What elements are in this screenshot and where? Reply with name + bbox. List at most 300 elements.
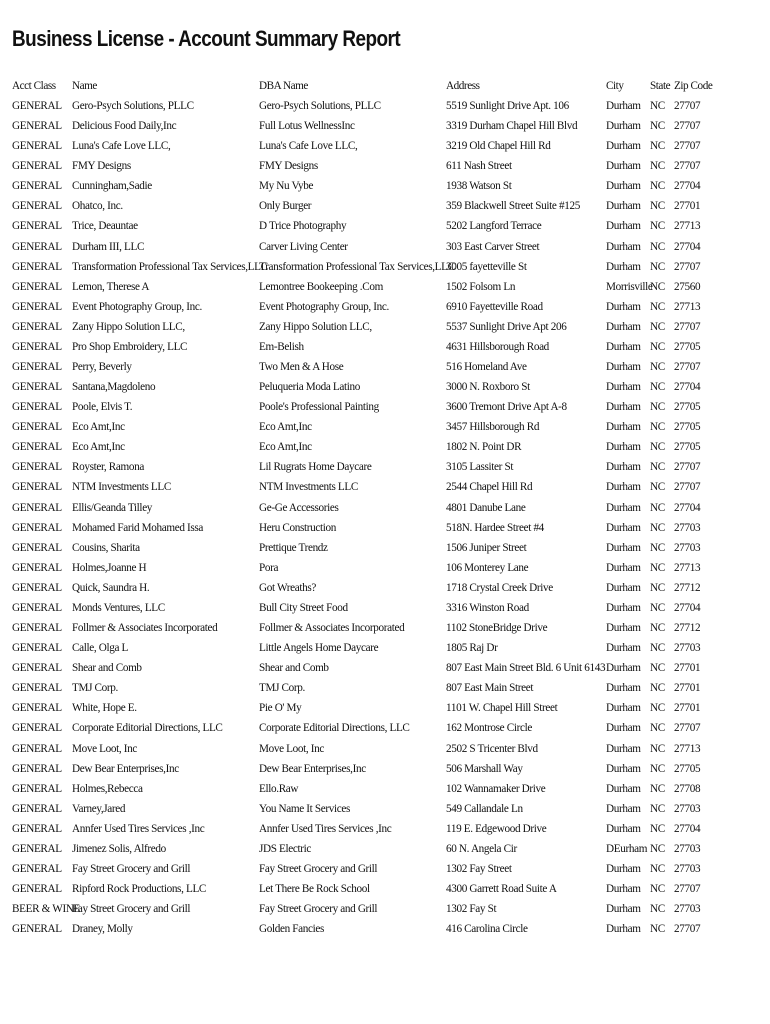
cell-city: Durham [606, 461, 641, 474]
table-row [0, 158, 770, 178]
cell-name: Follmer & Associates Incorporated [72, 622, 218, 635]
cell-city: Durham [606, 180, 641, 193]
cell-acct-class: GENERAL [12, 260, 62, 273]
cell-acct-class: GENERAL [12, 541, 62, 554]
table-row [0, 319, 770, 339]
cell-state: NC [650, 782, 665, 795]
cell-zip-code: 27703 [674, 862, 701, 875]
cell-acct-class: GENERAL [12, 742, 62, 755]
cell-name: Jimenez Solis, Alfredo [72, 842, 166, 855]
cell-city: Durham [606, 802, 641, 815]
cell-acct-class: GENERAL [12, 340, 62, 353]
table-row [0, 700, 770, 720]
cell-dba-name: Ge-Ge Accessories [259, 501, 339, 514]
cell-state: NC [650, 802, 665, 815]
cell-city: Durham [606, 561, 641, 574]
cell-acct-class: GENERAL [12, 923, 62, 936]
cell-address: 518N. Hardee Street #4 [446, 521, 544, 534]
cell-state: NC [650, 702, 665, 715]
cell-zip-code: 27705 [674, 401, 701, 414]
cell-name: Durham III, LLC [72, 240, 145, 253]
cell-address: 1938 Watson St [446, 180, 512, 193]
cell-name: Luna's Cafe Love LLC, [72, 140, 171, 153]
cell-dba-name: Dew Bear Enterprises,Inc [259, 762, 366, 775]
cell-zip-code: 27705 [674, 340, 701, 353]
table-row [0, 620, 770, 640]
table-row [0, 399, 770, 419]
cell-city: Durham [606, 120, 641, 133]
cell-state: NC [650, 461, 665, 474]
cell-dba-name: Let There Be Rock School [259, 883, 370, 896]
cell-state: NC [650, 220, 665, 233]
cell-zip-code: 27704 [674, 381, 701, 394]
cell-state: NC [650, 682, 665, 695]
cell-acct-class: GENERAL [12, 822, 62, 835]
cell-name: Santana,Magdoleno [72, 381, 156, 394]
cell-city: Durham [606, 782, 641, 795]
cell-address: 60 N. Angela Cir [446, 842, 517, 855]
cell-zip-code: 27707 [674, 722, 701, 735]
cell-zip-code: 27713 [674, 300, 701, 313]
cell-zip-code: 27713 [674, 742, 701, 755]
cell-address: 416 Carolina Circle [446, 923, 528, 936]
cell-name: Zany Hippo Solution LLC, [72, 320, 185, 333]
cell-state: NC [650, 561, 665, 574]
cell-city: DEurham [606, 842, 648, 855]
cell-dba-name: Transformation Professional Tax Services,LLC [259, 260, 455, 273]
account-summary-table [0, 78, 770, 941]
cell-dba-name: NTM Investments LLC [259, 481, 358, 494]
cell-zip-code: 27704 [674, 240, 701, 253]
cell-acct-class: GENERAL [12, 642, 62, 655]
cell-state: NC [650, 421, 665, 434]
cell-address: 119 E. Edgewood Drive [446, 822, 547, 835]
cell-zip-code: 27713 [674, 220, 701, 233]
cell-address: 2544 Chapel Hill Rd [446, 481, 533, 494]
header-state: State [650, 80, 671, 92]
table-row [0, 218, 770, 238]
cell-zip-code: 27707 [674, 361, 701, 374]
table-row [0, 520, 770, 540]
cell-address: 4300 Garrett Road Suite A [446, 883, 557, 896]
cell-state: NC [650, 601, 665, 614]
cell-zip-code: 27701 [674, 682, 701, 695]
cell-zip-code: 27712 [674, 581, 701, 594]
cell-state: NC [650, 581, 665, 594]
cell-name: Ripford Rock Productions, LLC [72, 883, 207, 896]
cell-acct-class: GENERAL [12, 441, 62, 454]
cell-dba-name: Poole's Professional Painting [259, 401, 379, 414]
cell-address: 102 Wannamaker Drive [446, 782, 546, 795]
cell-city: Durham [606, 702, 641, 715]
cell-state: NC [650, 742, 665, 755]
cell-acct-class: GENERAL [12, 842, 62, 855]
cell-address: 516 Homeland Ave [446, 361, 527, 374]
cell-address: 1802 N. Point DR [446, 441, 522, 454]
cell-city: Durham [606, 762, 641, 775]
cell-name: Perry, Beverly [72, 361, 132, 374]
cell-city: Durham [606, 601, 641, 614]
cell-dba-name: Pora [259, 561, 279, 574]
cell-city: Durham [606, 421, 641, 434]
cell-name: Delicious Food Daily,Inc [72, 120, 177, 133]
cell-city: Durham [606, 521, 641, 534]
table-row [0, 500, 770, 520]
cell-acct-class: GENERAL [12, 862, 62, 875]
cell-acct-class: GENERAL [12, 240, 62, 253]
cell-city: Durham [606, 822, 641, 835]
cell-state: NC [650, 903, 665, 916]
cell-zip-code: 27707 [674, 923, 701, 936]
cell-zip-code: 27703 [674, 903, 701, 916]
header-name: Name [72, 80, 97, 92]
cell-state: NC [650, 401, 665, 414]
table-row [0, 680, 770, 700]
cell-state: NC [650, 280, 665, 293]
cell-city: Morrisville [606, 280, 653, 293]
cell-zip-code: 27707 [674, 140, 701, 153]
cell-city: Durham [606, 923, 641, 936]
table-row [0, 901, 770, 921]
cell-address: 2502 S Tricenter Blvd [446, 742, 538, 755]
cell-dba-name: Lemontree Bookeeping .Com [259, 280, 383, 293]
cell-city: Durham [606, 240, 641, 253]
cell-address: 1718 Crystal Creek Drive [446, 581, 553, 594]
cell-dba-name: Prettique Trendz [259, 541, 328, 554]
cell-zip-code: 27701 [674, 200, 701, 213]
cell-name: NTM Investments LLC [72, 481, 171, 494]
cell-address: 4801 Danube Lane [446, 501, 526, 514]
cell-city: Durham [606, 742, 641, 755]
header-dba-name: DBA Name [259, 80, 308, 92]
cell-state: NC [650, 441, 665, 454]
table-row [0, 600, 770, 620]
cell-state: NC [650, 200, 665, 213]
table-row [0, 821, 770, 841]
cell-name: Draney, Molly [72, 923, 133, 936]
cell-zip-code: 27712 [674, 622, 701, 635]
cell-city: Durham [606, 722, 641, 735]
cell-city: Durham [606, 662, 641, 675]
cell-dba-name: Two Men & A Hose [259, 361, 344, 374]
cell-city: Durham [606, 320, 641, 333]
cell-zip-code: 27707 [674, 100, 701, 112]
table-row [0, 259, 770, 279]
cell-acct-class: GENERAL [12, 581, 62, 594]
cell-dba-name: Fay Street Grocery and Grill [259, 862, 378, 875]
cell-address: 1805 Raj Dr [446, 642, 498, 655]
table-row [0, 299, 770, 319]
cell-name: Cousins, Sharita [72, 541, 140, 554]
cell-zip-code: 27704 [674, 822, 701, 835]
cell-city: Durham [606, 682, 641, 695]
cell-acct-class: GENERAL [12, 883, 62, 896]
cell-state: NC [650, 260, 665, 273]
cell-acct-class: GENERAL [12, 601, 62, 614]
cell-city: Durham [606, 340, 641, 353]
cell-address: 162 Montrose Circle [446, 722, 532, 735]
table-row [0, 640, 770, 660]
cell-acct-class: GENERAL [12, 421, 62, 434]
cell-name: Holmes,Joanne H [72, 561, 147, 574]
cell-name: Move Loot, Inc [72, 742, 138, 755]
cell-dba-name: Luna's Cafe Love LLC, [259, 140, 358, 153]
cell-acct-class: GENERAL [12, 180, 62, 193]
cell-dba-name: JDS Electric [259, 842, 312, 855]
cell-address: 3219 Old Chapel Hill Rd [446, 140, 551, 153]
cell-acct-class: GENERAL [12, 280, 62, 293]
cell-address: 1102 StoneBridge Drive [446, 622, 548, 635]
cell-address: 3105 Lassiter St [446, 461, 514, 474]
cell-acct-class: GENERAL [12, 702, 62, 715]
header-acct-class: Acct Class [12, 80, 56, 92]
cell-zip-code: 27707 [674, 260, 701, 273]
cell-dba-name: Shear and Comb [259, 662, 329, 675]
table-row [0, 540, 770, 560]
cell-address: 5519 Sunlight Drive Apt. 106 [446, 100, 569, 112]
cell-acct-class: GENERAL [12, 501, 62, 514]
cell-acct-class: GENERAL [12, 622, 62, 635]
cell-city: Durham [606, 481, 641, 494]
cell-dba-name: Corporate Editorial Directions, LLC [259, 722, 410, 735]
cell-dba-name: Follmer & Associates Incorporated [259, 622, 405, 635]
table-row [0, 118, 770, 138]
cell-state: NC [650, 521, 665, 534]
table-row [0, 479, 770, 499]
cell-state: NC [650, 822, 665, 835]
cell-state: NC [650, 923, 665, 936]
cell-address: 4631 Hillsborough Road [446, 340, 549, 353]
table-row [0, 781, 770, 801]
cell-zip-code: 27703 [674, 802, 701, 815]
cell-state: NC [650, 762, 665, 775]
table-row [0, 841, 770, 861]
table-row [0, 881, 770, 901]
cell-dba-name: Fay Street Grocery and Grill [259, 903, 378, 916]
cell-acct-class: GENERAL [12, 220, 62, 233]
cell-acct-class: GENERAL [12, 401, 62, 414]
cell-dba-name: You Name It Services [259, 802, 350, 815]
cell-dba-name: Little Angels Home Daycare [259, 642, 379, 655]
table-row [0, 801, 770, 821]
cell-dba-name: Bull City Street Food [259, 601, 348, 614]
header-address: Address [446, 80, 480, 92]
cell-city: Durham [606, 160, 641, 173]
cell-address: 5537 Sunlight Drive Apt 206 [446, 320, 567, 333]
cell-name: TMJ Corp. [72, 682, 118, 695]
cell-dba-name: Pie O' My [259, 702, 302, 715]
cell-dba-name: Event Photography Group, Inc. [259, 300, 389, 313]
table-row [0, 138, 770, 158]
cell-city: Durham [606, 581, 641, 594]
cell-address: 1506 Juniper Street [446, 541, 527, 554]
cell-city: Durham [606, 622, 641, 635]
cell-acct-class: GENERAL [12, 481, 62, 494]
cell-name: Trice, Deauntae [72, 220, 138, 233]
cell-name: White, Hope E. [72, 702, 137, 715]
table-row [0, 921, 770, 941]
table-row [0, 279, 770, 299]
table-row [0, 178, 770, 198]
cell-address: 611 Nash Street [446, 160, 512, 173]
cell-zip-code: 27705 [674, 762, 701, 775]
cell-name: Corporate Editorial Directions, LLC [72, 722, 223, 735]
cell-city: Durham [606, 642, 641, 655]
cell-zip-code: 27705 [674, 421, 701, 434]
cell-name: Pro Shop Embroidery, LLC [72, 340, 188, 353]
cell-state: NC [650, 481, 665, 494]
cell-name: Event Photography Group, Inc. [72, 300, 202, 313]
cell-address: 3319 Durham Chapel Hill Blvd [446, 120, 578, 133]
cell-dba-name: Zany Hippo Solution LLC, [259, 320, 372, 333]
cell-state: NC [650, 622, 665, 635]
cell-dba-name: Peluqueria Moda Latino [259, 381, 361, 394]
table-row [0, 761, 770, 781]
cell-acct-class: GENERAL [12, 361, 62, 374]
table-header-row [0, 78, 770, 98]
cell-zip-code: 27713 [674, 561, 701, 574]
cell-address: 807 East Main Street [446, 682, 534, 695]
table-row [0, 359, 770, 379]
cell-address: 807 East Main Street Bld. 6 Unit 6143 [446, 662, 606, 675]
cell-name: Mohamed Farid Mohamed Issa [72, 521, 204, 534]
cell-acct-class: GENERAL [12, 682, 62, 695]
cell-dba-name: Eco Amt,Inc [259, 421, 312, 434]
cell-name: Gero-Psych Solutions, PLLC [72, 100, 194, 112]
cell-dba-name: Only Burger [259, 200, 312, 213]
cell-state: NC [650, 240, 665, 253]
cell-acct-class: GENERAL [12, 461, 62, 474]
table-row [0, 439, 770, 459]
cell-state: NC [650, 662, 665, 675]
cell-city: Durham [606, 903, 641, 916]
cell-state: NC [650, 300, 665, 313]
cell-acct-class: GENERAL [12, 561, 62, 574]
cell-address: 3600 Tremont Drive Apt A-8 [446, 401, 567, 414]
cell-zip-code: 27707 [674, 883, 701, 896]
cell-city: Durham [606, 401, 641, 414]
header-zip-code: Zip Code [674, 80, 713, 92]
cell-acct-class: GENERAL [12, 320, 62, 333]
cell-address: 1302 Fay St [446, 903, 497, 916]
cell-dba-name: Carver Living Center [259, 240, 348, 253]
cell-acct-class: GENERAL [12, 381, 62, 394]
cell-name: Eco Amt,Inc [72, 441, 125, 454]
cell-acct-class: GENERAL [12, 200, 62, 213]
cell-name: Monds Ventures, LLC [72, 601, 165, 614]
cell-state: NC [650, 642, 665, 655]
cell-zip-code: 27560 [674, 280, 701, 293]
cell-city: Durham [606, 862, 641, 875]
cell-acct-class: GENERAL [12, 140, 62, 153]
cell-state: NC [650, 140, 665, 153]
cell-state: NC [650, 160, 665, 173]
cell-city: Durham [606, 260, 641, 273]
cell-name: Varney,Jared [72, 802, 126, 815]
cell-city: Durham [606, 100, 641, 112]
cell-acct-class: GENERAL [12, 802, 62, 815]
cell-dba-name: TMJ Corp. [259, 682, 305, 695]
cell-address: 506 Marshall Way [446, 762, 523, 775]
cell-dba-name: Golden Fancies [259, 923, 325, 936]
cell-name: Fay Street Grocery and Grill [72, 903, 191, 916]
cell-address: 3316 Winston Road [446, 601, 529, 614]
cell-city: Durham [606, 381, 641, 394]
cell-city: Durham [606, 541, 641, 554]
cell-address: 3457 Hillsborough Rd [446, 421, 540, 434]
cell-name: Royster, Ramona [72, 461, 144, 474]
cell-dba-name: Move Loot, Inc [259, 742, 325, 755]
table-row [0, 198, 770, 218]
cell-name: Ohatco, Inc. [72, 200, 123, 213]
cell-state: NC [650, 842, 665, 855]
cell-name: Ellis/Geanda Tilley [72, 501, 153, 514]
cell-zip-code: 27705 [674, 441, 701, 454]
cell-name: Eco Amt,Inc [72, 421, 125, 434]
cell-zip-code: 27701 [674, 702, 701, 715]
cell-acct-class: GENERAL [12, 662, 62, 675]
cell-state: NC [650, 100, 665, 112]
cell-name: Holmes,Rebecca [72, 782, 143, 795]
cell-acct-class: GENERAL [12, 120, 62, 133]
cell-address: 1502 Folsom Ln [446, 280, 516, 293]
cell-name: Calle, Olga L [72, 642, 129, 655]
cell-state: NC [650, 320, 665, 333]
cell-dba-name: Gero-Psych Solutions, PLLC [259, 100, 381, 112]
cell-name: Dew Bear Enterprises,Inc [72, 762, 179, 775]
cell-zip-code: 27704 [674, 501, 701, 514]
cell-acct-class: GENERAL [12, 762, 62, 775]
cell-acct-class: BEER & WINE [12, 903, 81, 916]
cell-address: 3000 N. Roxboro St [446, 381, 530, 394]
cell-name: Quick, Saundra H. [72, 581, 150, 594]
cell-acct-class: GENERAL [12, 521, 62, 534]
cell-address: 1302 Fay Street [446, 862, 512, 875]
table-row [0, 339, 770, 359]
cell-address: 549 Callandale Ln [446, 802, 523, 815]
cell-zip-code: 27703 [674, 521, 701, 534]
cell-name: Annfer Used Tires Services ,Inc [72, 822, 205, 835]
cell-zip-code: 27703 [674, 842, 701, 855]
cell-zip-code: 27707 [674, 160, 701, 173]
cell-city: Durham [606, 140, 641, 153]
cell-address: 1101 W. Chapel Hill Street [446, 702, 558, 715]
header-city: City [606, 80, 624, 92]
cell-zip-code: 27707 [674, 120, 701, 133]
cell-dba-name: D Trice Photography [259, 220, 347, 233]
cell-state: NC [650, 541, 665, 554]
cell-dba-name: Got Wreaths? [259, 581, 316, 594]
cell-acct-class: GENERAL [12, 722, 62, 735]
cell-state: NC [650, 120, 665, 133]
table-row [0, 419, 770, 439]
cell-address: 3005 fayetteville St [446, 260, 527, 273]
cell-name: Transformation Professional Tax Services,LLC [72, 260, 268, 273]
cell-zip-code: 27704 [674, 601, 701, 614]
cell-address: 6910 Fayetteville Road [446, 300, 543, 313]
cell-city: Durham [606, 300, 641, 313]
cell-dba-name: My Nu Vybe [259, 180, 314, 193]
cell-dba-name: FMY Designs [259, 160, 318, 173]
cell-zip-code: 27708 [674, 782, 701, 795]
report-title: Business License - Account Summary Report [12, 26, 401, 51]
table-row [0, 560, 770, 580]
table-row [0, 660, 770, 680]
cell-dba-name: Heru Construction [259, 521, 337, 534]
cell-address: 106 Monterey Lane [446, 561, 529, 574]
cell-zip-code: 27707 [674, 461, 701, 474]
cell-acct-class: GENERAL [12, 300, 62, 313]
